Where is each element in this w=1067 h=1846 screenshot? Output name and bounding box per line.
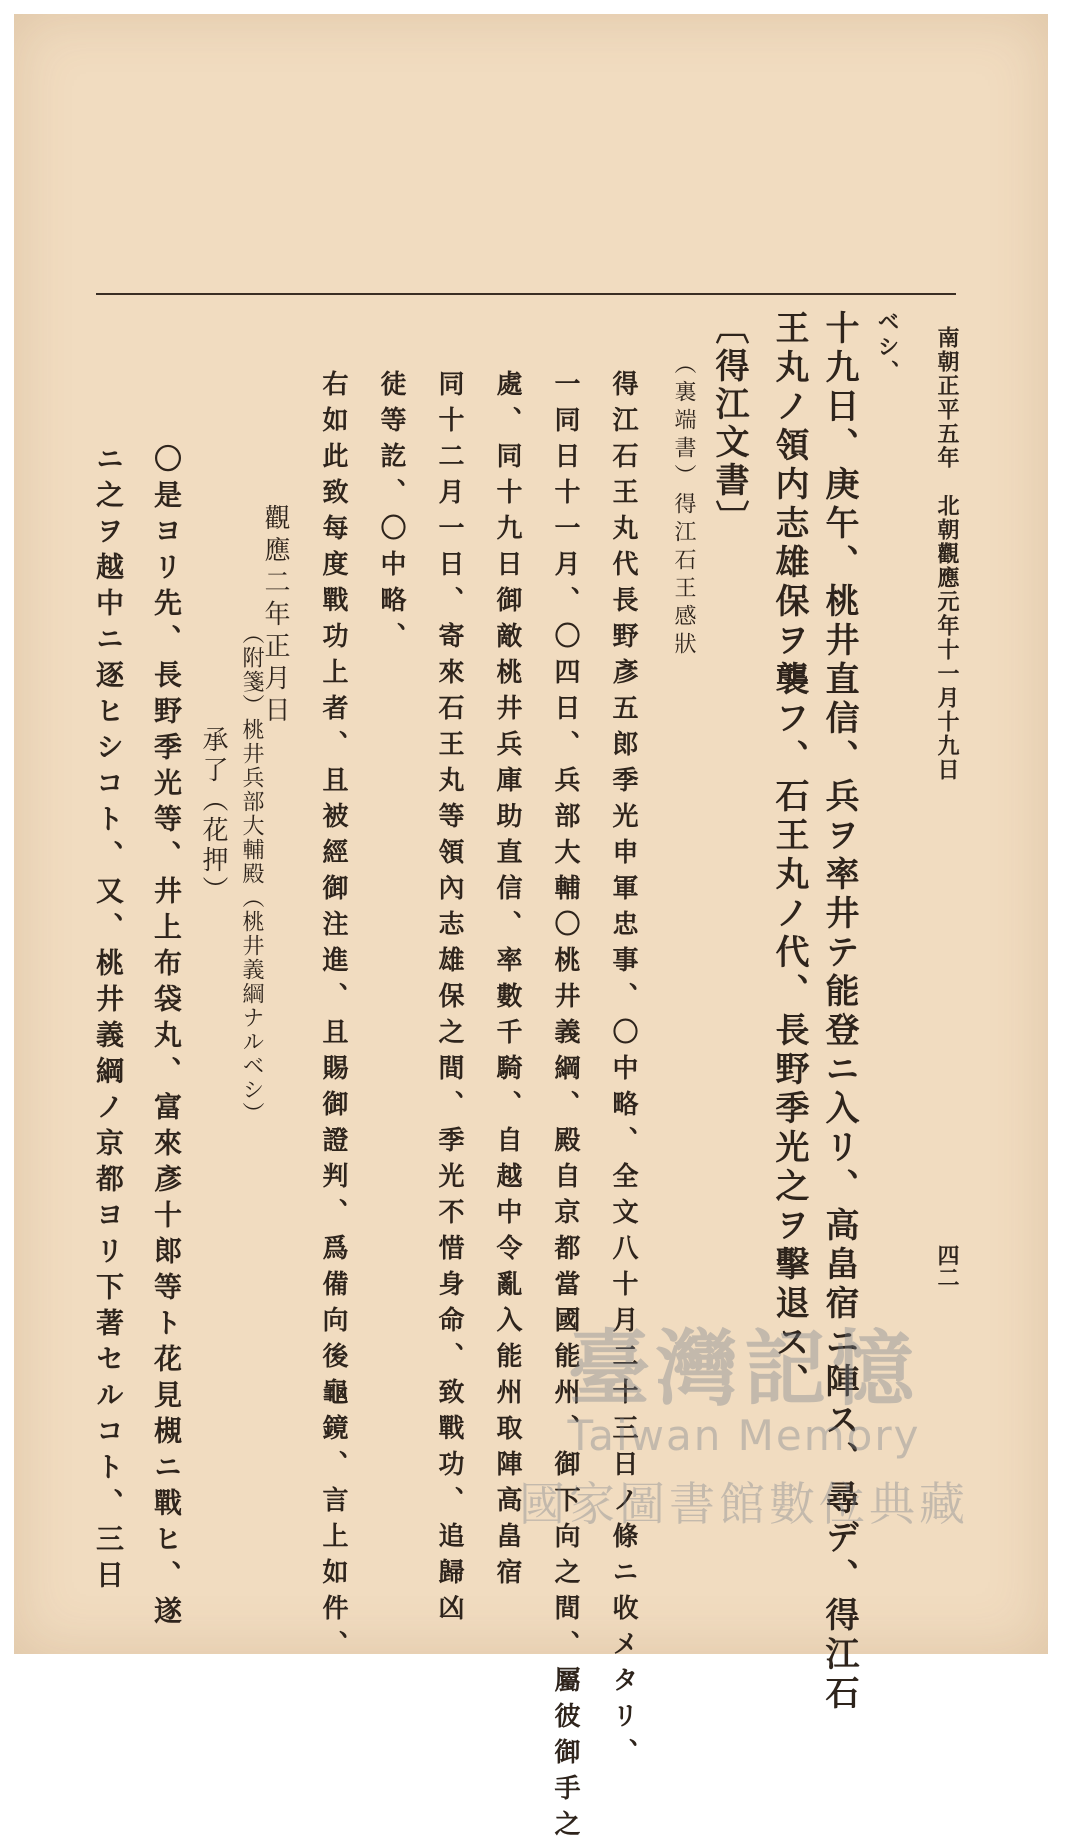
header-rule: [96, 293, 956, 295]
watermark-chinese: 臺灣記憶: [567, 1321, 920, 1417]
note-line-1: 〇是ヨリ先、長野季光等、井上布袋丸、富來彥十郞等ト花見槻ニ戰ヒ、遂: [150, 444, 183, 1632]
document-signature: 承了（花押）: [198, 726, 228, 906]
watermark-english: Taiwan Memory: [567, 1411, 921, 1460]
library-watermark: [484, 1304, 1004, 1534]
document-line-6: 右如此致每度戰功上者、且被經御注進、且賜御證判、爲備向後龜鏡、言上如件、: [318, 370, 348, 1666]
page-number: 四二: [934, 1244, 960, 1288]
document-line-1: 得江石王丸代長野彥五郎季光申軍忠事、〇中略、全文八十月二十三日ノ條ニ收メタリ、: [608, 370, 638, 1774]
document-line-5: 徒等訖、〇中略、: [376, 370, 406, 658]
document-line-3: 處、同十九日御敵桃井兵庫助直信、率數千騎、自越中令亂入能州取陣高畠宿: [492, 370, 522, 1594]
document-addressee: （附箋）桃井兵部大輔殿（桃井義綱ナルベシ）: [239, 622, 264, 1126]
document-line-2: 一同日十一月、〇四日、兵部大輔〇桃井義綱、殿自京都當國能州、御下向之間、屬彼御手之: [550, 370, 580, 1846]
document-date: 觀應二年正月日: [260, 504, 290, 728]
book-page: [14, 14, 1048, 1846]
watermark-library: 國家圖書館數位典藏: [519, 1477, 969, 1531]
document-title: 〔得江文書〕: [709, 310, 749, 538]
document-endorsement: （裏端書）得江石王感狀: [671, 352, 696, 660]
narrative-line-2: 十九日、庚午、桃井直信、兵ヲ率井テ能登ニ入リ、高畠宿ニ陣ス、尋デ、得江石: [819, 310, 859, 1714]
document-line-4: 同十二月一日、寄來石王丸等領內志雄保之間、季光不惜身命、致戰功、追歸凶: [434, 370, 464, 1630]
note-line-2: ニ之ヲ越中ニ逐ヒシコト、又、桃井義綱ノ京都ヨリ下著セルコト、三日: [92, 444, 125, 1596]
running-header: 南朝正平五年 北朝觀應元年十一月十九日: [934, 326, 960, 782]
narrative-line-3: 王丸ノ領内志雄保ヲ襲フ、石王丸ノ代、長野季光之ヲ擊退ス、: [769, 310, 809, 1402]
narrative-line-1: ベシ、: [874, 310, 900, 385]
